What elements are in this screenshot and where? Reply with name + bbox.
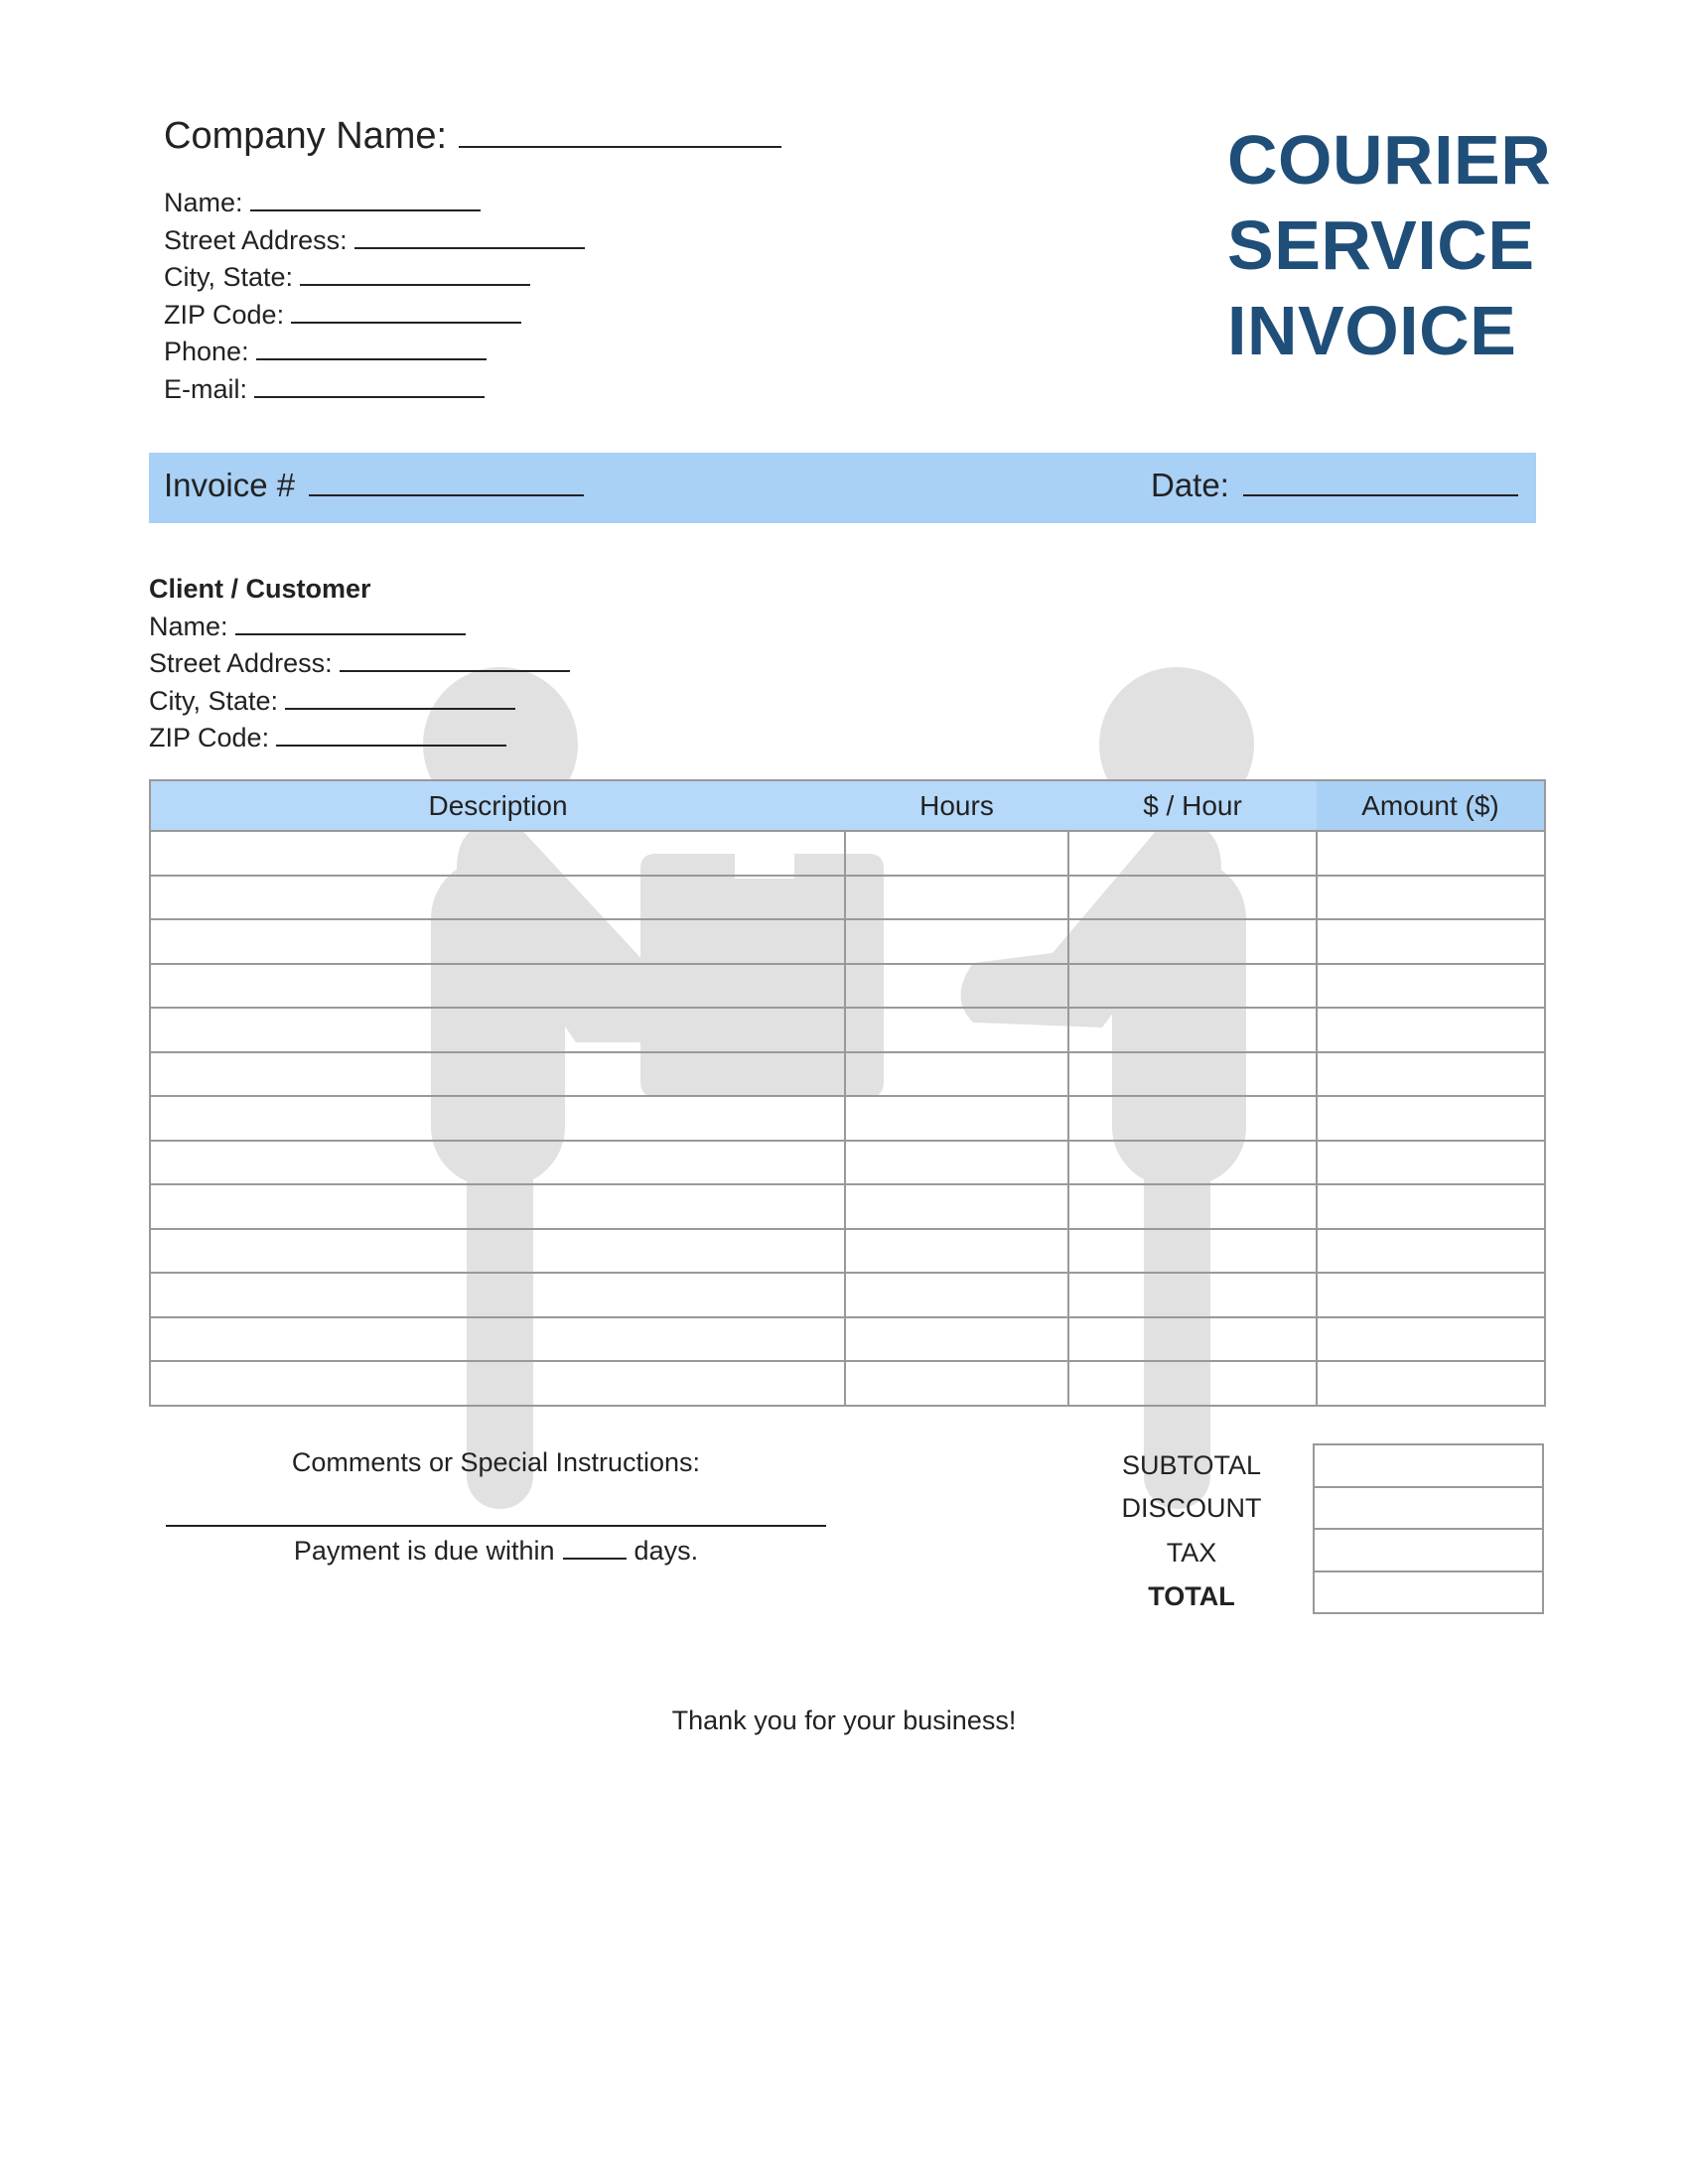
table-row [150,1317,1545,1362]
payment-terms-before: Payment is due within [293,1536,555,1566]
client-city-row [149,683,570,721]
cell-hours[interactable] [845,1008,1068,1052]
cell-hours[interactable] [845,1361,1068,1406]
invoice-date-label: Date: [1151,467,1229,503]
client-street-label: Street Address: [149,648,333,678]
sender-city-blank[interactable] [300,262,530,286]
cell-rate[interactable] [1068,964,1317,1009]
cell-hours[interactable] [845,919,1068,964]
cell-description[interactable] [150,1229,845,1274]
company-name-label: Company Name: [164,115,448,157]
company-name-field [164,115,781,158]
table-row [150,1184,1545,1229]
cell-rate[interactable] [1068,1317,1317,1362]
sender-city-row [164,259,585,297]
cell-description[interactable] [150,964,845,1009]
sender-street-blank[interactable] [354,225,585,249]
cell-amount[interactable] [1317,1229,1545,1274]
client-street-blank[interactable] [340,648,570,672]
cell-amount[interactable] [1317,964,1545,1009]
cell-hours[interactable] [845,1096,1068,1141]
title-line-2: SERVICE [1227,206,1535,284]
cell-description[interactable] [150,1096,845,1141]
sender-email-row [164,371,585,409]
cell-amount[interactable] [1317,1361,1545,1406]
cell-amount[interactable] [1317,1008,1545,1052]
cell-rate[interactable] [1068,1273,1317,1317]
cell-hours[interactable] [845,831,1068,876]
cell-rate[interactable] [1068,1052,1317,1097]
sender-name-label: Name: [164,188,243,217]
sender-email-label: E-mail: [164,373,248,404]
table-row [150,1141,1545,1185]
cell-rate[interactable] [1068,1184,1317,1229]
sender-zip-blank[interactable] [291,300,521,324]
invoice-number-label: Invoice # [164,467,296,503]
table-row [150,1052,1545,1097]
table-header-row [150,780,1545,831]
total-cell[interactable] [1314,1571,1543,1614]
comments-line[interactable] [166,1525,826,1527]
client-name-blank[interactable] [235,612,466,635]
cell-hours[interactable] [845,1273,1068,1317]
subtotal-cell[interactable] [1314,1444,1543,1487]
table-row [150,1273,1545,1317]
cell-amount[interactable] [1317,1273,1545,1317]
sender-zip-row [164,297,585,335]
column-header-rate: $ / Hour [1068,780,1317,831]
total-row [1314,1571,1543,1614]
sender-name-blank[interactable] [250,188,481,211]
cell-amount[interactable] [1317,1184,1545,1229]
sender-phone-blank[interactable] [256,337,487,360]
cell-rate[interactable] [1068,831,1317,876]
cell-description[interactable] [150,1273,845,1317]
client-street-row [149,645,570,683]
cell-description[interactable] [150,919,845,964]
cell-hours[interactable] [845,1317,1068,1362]
sender-name-row [164,185,585,222]
cell-description[interactable] [150,1184,845,1229]
sender-phone-label: Phone: [164,337,249,366]
cell-rate[interactable] [1068,1361,1317,1406]
title-line-1: COURIER [1227,121,1552,199]
discount-row [1314,1487,1543,1530]
table-row [150,876,1545,920]
cell-hours[interactable] [845,1229,1068,1274]
thank-you-message: Thank you for your business! [671,1706,1017,1735]
sender-phone-row [164,334,585,371]
client-name-row [149,609,570,646]
client-zip-row [149,720,570,757]
cell-hours[interactable] [845,1184,1068,1229]
client-zip-label: ZIP Code: [149,723,270,752]
subtotal-label: SUBTOTAL [1121,1450,1262,1480]
table-row [150,1361,1545,1406]
cell-amount[interactable] [1317,1052,1545,1097]
client-name-label: Name: [149,611,228,641]
column-header-amount: Amount ($) [1317,780,1545,831]
cell-description[interactable] [150,1141,845,1185]
cell-rate[interactable] [1068,919,1317,964]
cell-description[interactable] [150,1008,845,1052]
client-zip-blank[interactable] [276,723,506,747]
client-city-label: City, State: [149,685,279,716]
table-row [150,964,1545,1009]
line-items-body [150,831,1545,1406]
sender-details [164,185,585,408]
cell-amount[interactable] [1317,876,1545,920]
payment-terms [166,1536,826,1567]
payment-terms-after: days. [633,1536,699,1566]
cell-rate[interactable] [1068,1229,1317,1274]
cell-amount[interactable] [1317,1096,1545,1141]
table-row [150,1096,1545,1141]
sender-city-label: City, State: [164,262,294,292]
invoice-number-blank[interactable] [309,467,584,496]
document-title [1227,117,1551,373]
column-header-description: Description [150,780,845,831]
cell-rate[interactable] [1068,1008,1317,1052]
sender-street-label: Street Address: [164,224,348,255]
payment-days-blank[interactable] [563,1536,627,1560]
cell-amount[interactable] [1317,1141,1545,1185]
tax-row [1314,1529,1543,1571]
cell-hours[interactable] [845,964,1068,1009]
comments-label: Comments or Special Instructions: [291,1447,701,1477]
tax-cell[interactable] [1314,1529,1543,1571]
cell-description[interactable] [150,1052,845,1097]
invoice-date-field [1151,467,1518,504]
client-city-blank[interactable] [285,686,515,710]
client-details [149,571,570,757]
table-row [150,1229,1545,1274]
tax-label: TAX [1166,1538,1217,1568]
company-name-blank[interactable] [459,116,781,148]
column-header-hours: Hours [845,780,1068,831]
sender-email-blank[interactable] [254,374,485,398]
cell-hours[interactable] [845,1141,1068,1185]
cell-hours[interactable] [845,876,1068,920]
cell-rate[interactable] [1068,876,1317,920]
cell-rate[interactable] [1068,1096,1317,1141]
line-items-table [149,779,1546,1407]
cell-hours[interactable] [845,1052,1068,1097]
totals-table [1313,1443,1544,1614]
total-label: TOTAL [1148,1581,1235,1611]
cell-amount[interactable] [1317,1317,1545,1362]
cell-description[interactable] [150,831,845,876]
subtotal-row [1314,1444,1543,1487]
table-row [150,919,1545,964]
cell-description[interactable] [150,1317,845,1362]
client-heading: Client / Customer [149,574,371,604]
invoice-date-blank[interactable] [1243,467,1518,496]
table-row [150,831,1545,876]
cell-description[interactable] [150,1361,845,1406]
title-line-3: INVOICE [1227,292,1517,369]
cell-description[interactable] [150,876,845,920]
discount-cell[interactable] [1314,1487,1543,1530]
cell-amount[interactable] [1317,919,1545,964]
sender-zip-label: ZIP Code: [164,299,285,330]
cell-amount[interactable] [1317,831,1545,876]
sender-street-row [164,222,585,260]
invoice-number-field [164,467,584,504]
cell-rate[interactable] [1068,1141,1317,1185]
discount-label: DISCOUNT [1121,1493,1262,1523]
table-row [150,1008,1545,1052]
